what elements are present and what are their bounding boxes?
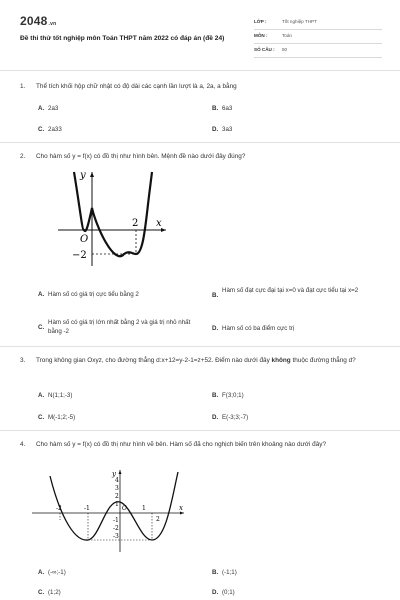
header-divider <box>0 70 400 71</box>
meta-value: 50 <box>282 47 288 52</box>
option-text: 2a33 <box>48 126 62 133</box>
function-graph-q2 <box>58 168 170 268</box>
y-tick-label: 3 <box>115 485 119 492</box>
question-number: 2. <box>20 153 26 160</box>
origin-label: O <box>80 234 89 245</box>
origin-label: O <box>122 505 127 512</box>
meta-row-count <box>254 44 382 58</box>
question-number: 4. <box>20 441 26 448</box>
meta-value: Tốt nghiệp THPT <box>282 19 317 24</box>
question-stem <box>20 440 370 449</box>
option-text: Hàm số có ba điểm cực trị <box>222 325 295 332</box>
question-divider <box>0 142 400 143</box>
option-text: Hàm số có giá trị cực tiểu bằng 2 <box>48 291 139 298</box>
meta-key: LỚP : <box>254 19 267 24</box>
option-letter: B. <box>212 292 219 299</box>
option-letter: B. <box>212 105 219 112</box>
y-tick-label: 4 <box>115 477 119 484</box>
question-stem <box>20 82 382 91</box>
meta-value: Toán <box>282 33 292 38</box>
question-stem <box>20 152 382 161</box>
option-text: M(-1;2;-5) <box>48 414 76 421</box>
y-tick-label: -2 <box>113 525 119 532</box>
logo-suffix: .vn <box>48 21 57 27</box>
y-axis-arrow <box>90 172 94 177</box>
site-logo[interactable] <box>20 14 56 28</box>
option-text: (0;1) <box>222 589 235 596</box>
question-text: Cho hàm số y = f(x) có đồ thị như hình vẽ bên. Hàm số đã cho nghịch biến trên khoảng nào dưới đây? <box>36 441 327 448</box>
option-text: 6a3 <box>222 105 233 112</box>
option-letter: D. <box>212 414 219 421</box>
y-tick-label: -3 <box>113 533 119 540</box>
x-tick-label: -2 <box>56 505 62 512</box>
question-number: 3. <box>20 357 26 364</box>
option-letter: B. <box>212 392 219 399</box>
y-tick-label: −2 <box>72 250 87 261</box>
question-text: Trong không gian Oxyz, cho đường thẳng d:x+12=y-2-1=z+52. Điểm nào dưới đây <box>36 357 272 364</box>
option-text: 3a3 <box>222 126 233 133</box>
question-1 <box>20 82 382 133</box>
question-text: Thể tích khối hộp chữ nhật có độ dài các cạnh lần lượt là a, 2a, a bằng <box>36 83 237 90</box>
option-letter: D. <box>212 589 219 596</box>
y-tick-label: -1 <box>113 517 119 524</box>
logo-text: 2048 <box>20 14 48 28</box>
x-axis-label: x <box>179 504 183 512</box>
y-axis-label: y <box>112 470 116 478</box>
option-text: F(3;0;1) <box>222 392 244 399</box>
question-4 <box>20 440 382 596</box>
option-letter: A. <box>38 105 45 112</box>
option-text: (1;2) <box>48 589 61 596</box>
y-tick-label: 1 <box>115 501 119 508</box>
option-text: N(1;1;-3) <box>48 392 73 399</box>
option-letter: B. <box>212 569 219 576</box>
page-header <box>20 14 382 62</box>
option-letter: A. <box>38 392 45 399</box>
x-tick-label: 1 <box>142 505 146 512</box>
meta-row-subject <box>254 30 382 44</box>
question-number: 1. <box>20 83 26 90</box>
meta-key: SỐ CÂU : <box>254 47 275 52</box>
option-letter: A. <box>38 291 45 298</box>
option-letter: C. <box>38 324 45 331</box>
y-axis-label: y <box>80 170 86 181</box>
y-axis-arrow <box>119 470 122 474</box>
option-letter: C. <box>38 589 45 596</box>
question-stem <box>20 356 370 365</box>
meta-table <box>254 16 382 58</box>
option-text: (-∞;-1) <box>48 569 66 576</box>
question-divider <box>0 346 400 347</box>
meta-key: MÔN : <box>254 33 268 38</box>
x-tick-label: 2 <box>156 516 160 523</box>
option-letter: D. <box>212 325 219 332</box>
x-axis-arrow <box>161 228 166 232</box>
question-text-bold: không <box>271 357 291 364</box>
y-tick-label: 2 <box>115 493 119 500</box>
option-text: Hàm số có giá trị lớn nhất bằng 2 và giá trị nhỏ nhất bằng -2 <box>48 319 191 335</box>
question-2 <box>20 152 382 335</box>
x-tick-label: 2 <box>132 218 139 229</box>
option-text: (-1;1) <box>222 569 237 576</box>
meta-row-class <box>254 16 382 30</box>
question-text: thuộc đường thẳng d? <box>290 357 356 364</box>
question-divider <box>0 430 400 431</box>
option-letter: C. <box>38 126 45 133</box>
option-letter: A. <box>38 569 45 576</box>
option-letter: D. <box>212 126 219 133</box>
option-text: 2a3 <box>48 105 59 112</box>
option-text: E(-3;3;-7) <box>222 414 249 421</box>
option-text: Hàm số đạt cực đại tại x=0 và đạt cực tiểu tại x=2 <box>222 287 359 294</box>
x-tick-label: -1 <box>84 505 90 512</box>
option-letter: C. <box>38 414 45 421</box>
question-text: Cho hàm số y = f(x) có đồ thị như hình bên. Mệnh đề nào dưới đây đúng? <box>36 153 246 160</box>
x-axis-label: x <box>156 218 162 229</box>
function-graph-q4 <box>32 468 188 554</box>
question-3 <box>20 356 382 421</box>
document-title: Đề thi thử tốt nghiệp môn Toán THPT năm 2022 có đáp án (đề 24) <box>20 35 225 42</box>
